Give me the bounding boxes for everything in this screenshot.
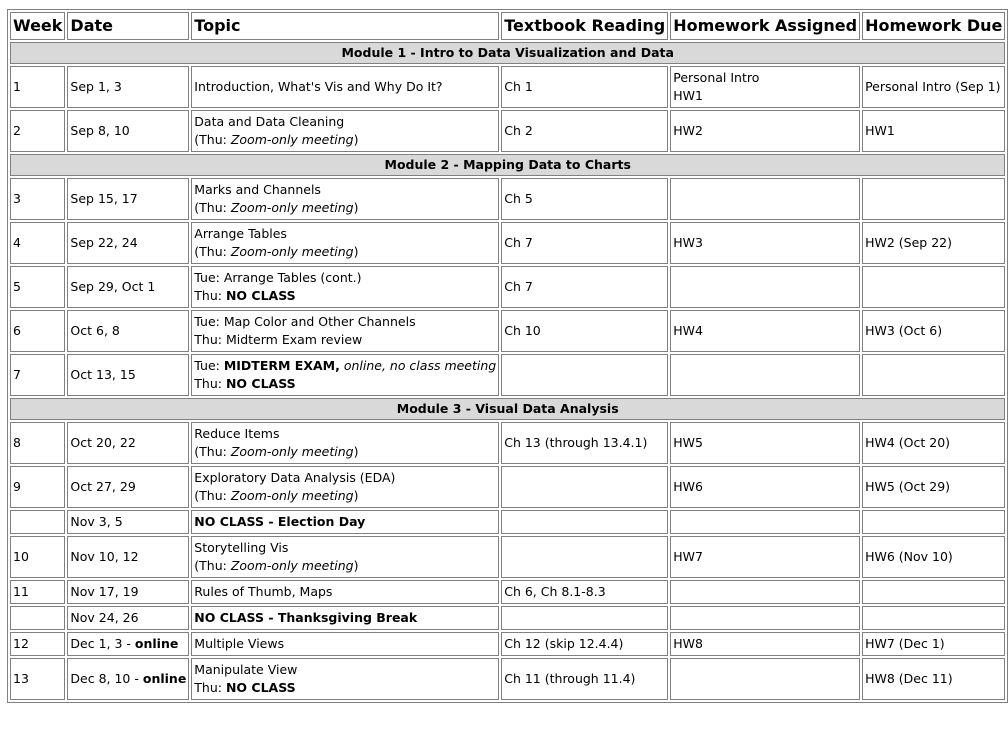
date-cell: Sep 15, 17 [67, 178, 189, 220]
topic-line: Tue: Arrange Tables (cont.) [194, 270, 362, 285]
due-cell: HW4 (Oct 20) [862, 422, 1005, 464]
due-cell [862, 580, 1005, 604]
reading-cell: Ch 6, Ch 8.1-8.3 [501, 580, 668, 604]
assigned-cell: HW8 [670, 632, 860, 656]
header-topic: Topic [191, 12, 499, 40]
header-week: Week [10, 12, 65, 40]
date-cell: Oct 6, 8 [67, 310, 189, 352]
week-cell: 4 [10, 222, 65, 264]
assigned-cell [670, 354, 860, 396]
reading-cell [501, 536, 668, 578]
reading-cell [501, 606, 668, 630]
midterm-note: online, no class meeting [339, 358, 497, 373]
table-row [10, 178, 1005, 220]
zoom-note: Zoom-only meeting [230, 244, 354, 259]
topic-note-suffix: ) [353, 444, 359, 459]
online-label: online [142, 671, 187, 686]
due-cell [862, 354, 1005, 396]
reading-cell [501, 354, 668, 396]
table-row [10, 266, 1005, 308]
due-cell: HW1 [862, 110, 1005, 152]
date-cell: Sep 22, 24 [67, 222, 189, 264]
header-assigned: Homework Assigned [670, 12, 860, 40]
no-class-note: NO CLASS [225, 680, 296, 695]
topic-note-prefix: (Thu: [194, 444, 231, 459]
topic-title: Data and Data Cleaning [194, 114, 345, 129]
week-cell: 10 [10, 536, 65, 578]
topic-title: Marks and Channels [194, 182, 321, 197]
reading-cell: Ch 7 [501, 222, 668, 264]
assigned-cell [670, 510, 860, 534]
date-cell: Nov 17, 19 [67, 580, 189, 604]
header-due: Homework Due [862, 12, 1005, 40]
table-row [10, 422, 1005, 464]
due-cell: HW8 (Dec 11) [862, 658, 1005, 700]
table-row [10, 606, 1005, 630]
topic-line: Tue: Map Color and Other Channels [194, 314, 416, 329]
zoom-note: Zoom-only meeting [230, 132, 354, 147]
assigned-line: Personal Intro [673, 70, 760, 85]
reading-cell: Ch 11 (through 11.4) [501, 658, 668, 700]
table-row [10, 310, 1005, 352]
date-cell: Nov 10, 12 [67, 536, 189, 578]
week-cell: 2 [10, 110, 65, 152]
due-cell: Personal Intro (Sep 1) [862, 66, 1005, 108]
assigned-cell: HW6 [670, 466, 860, 508]
week-cell: 9 [10, 466, 65, 508]
topic-note-suffix: ) [353, 200, 359, 215]
reading-cell [501, 510, 668, 534]
assigned-cell [670, 178, 860, 220]
date-text: Dec 1, 3 - [70, 636, 135, 651]
no-class-note: NO CLASS [225, 376, 296, 391]
topic-cell [191, 354, 499, 396]
due-cell [862, 266, 1005, 308]
topic-cell [191, 310, 499, 352]
week-cell: 3 [10, 178, 65, 220]
topic-note-prefix: Tue: [194, 358, 224, 373]
reading-cell: Ch 7 [501, 266, 668, 308]
table-row [10, 110, 1005, 152]
assigned-line: HW1 [673, 88, 703, 103]
midterm-label: MIDTERM EXAM, [223, 358, 340, 373]
assigned-cell: HW5 [670, 422, 860, 464]
topic-title: Exploratory Data Analysis (EDA) [194, 470, 396, 485]
reading-cell: Ch 1 [501, 66, 668, 108]
due-cell: HW3 (Oct 6) [862, 310, 1005, 352]
due-cell: HW5 (Oct 29) [862, 466, 1005, 508]
topic-note-suffix: ) [353, 244, 359, 259]
reading-cell: Ch 13 (through 13.4.1) [501, 422, 668, 464]
table-row [10, 632, 1005, 656]
header-date: Date [67, 12, 189, 40]
topic-note-prefix: Thu: [194, 288, 226, 303]
topic-cell [191, 178, 499, 220]
topic-cell [191, 266, 499, 308]
topic-title: Storytelling Vis [194, 540, 289, 555]
week-cell [10, 510, 65, 534]
date-cell: Sep 8, 10 [67, 110, 189, 152]
date-text: Dec 8, 10 - [70, 671, 143, 686]
date-cell [67, 658, 189, 700]
week-cell: 5 [10, 266, 65, 308]
date-cell: Sep 1, 3 [67, 66, 189, 108]
assigned-cell: HW3 [670, 222, 860, 264]
table-row [10, 66, 1005, 108]
assigned-cell [670, 658, 860, 700]
table-row [10, 222, 1005, 264]
assigned-cell [670, 266, 860, 308]
date-cell: Oct 20, 22 [67, 422, 189, 464]
week-cell: 13 [10, 658, 65, 700]
header-row [10, 12, 1005, 40]
module-2-title: Module 2 - Mapping Data to Charts [10, 154, 1005, 176]
topic-title: Reduce Items [194, 426, 280, 441]
topic-cell: Multiple Views [191, 632, 499, 656]
no-class-note: NO CLASS [225, 288, 296, 303]
assigned-cell [670, 66, 860, 108]
topic-cell [191, 466, 499, 508]
week-cell: 7 [10, 354, 65, 396]
table-row [10, 536, 1005, 578]
due-cell [862, 178, 1005, 220]
online-label: online [134, 636, 179, 651]
week-cell: 1 [10, 66, 65, 108]
assigned-cell [670, 580, 860, 604]
topic-note-prefix: (Thu: [194, 244, 231, 259]
header-reading: Textbook Reading [501, 12, 668, 40]
topic-note-suffix: ) [353, 558, 359, 573]
assigned-cell: HW7 [670, 536, 860, 578]
topic-title: Arrange Tables [194, 226, 287, 241]
topic-title: Manipulate View [194, 662, 298, 677]
due-cell: HW6 (Nov 10) [862, 536, 1005, 578]
zoom-note: Zoom-only meeting [230, 444, 354, 459]
zoom-note: Zoom-only meeting [230, 488, 354, 503]
reading-cell: Ch 2 [501, 110, 668, 152]
assigned-cell: HW2 [670, 110, 860, 152]
topic-note-suffix: ) [353, 132, 359, 147]
module-1-title: Module 1 - Intro to Data Visualization and Data [10, 42, 1005, 64]
module-3-title: Module 3 - Visual Data Analysis [10, 398, 1005, 420]
date-cell: Oct 27, 29 [67, 466, 189, 508]
topic-note-prefix: (Thu: [194, 132, 231, 147]
date-cell: Sep 29, Oct 1 [67, 266, 189, 308]
topic-cell [191, 222, 499, 264]
reading-cell: Ch 10 [501, 310, 668, 352]
week-cell [10, 606, 65, 630]
table-row [10, 354, 1005, 396]
topic-note-prefix: Thu: [194, 376, 226, 391]
module-row [10, 398, 1005, 420]
due-cell [862, 510, 1005, 534]
assigned-cell: HW4 [670, 310, 860, 352]
date-cell [67, 632, 189, 656]
week-cell: 11 [10, 580, 65, 604]
module-row [10, 154, 1005, 176]
date-cell: Nov 24, 26 [67, 606, 189, 630]
due-cell [862, 606, 1005, 630]
topic-cell [191, 110, 499, 152]
date-cell: Oct 13, 15 [67, 354, 189, 396]
table-row [10, 580, 1005, 604]
topic-cell: Rules of Thumb, Maps [191, 580, 499, 604]
week-cell: 6 [10, 310, 65, 352]
table-row [10, 658, 1005, 700]
week-cell: 8 [10, 422, 65, 464]
course-schedule-table [7, 9, 1008, 703]
topic-cell [191, 422, 499, 464]
topic-cell: NO CLASS - Thanksgiving Break [191, 606, 499, 630]
topic-cell [191, 658, 499, 700]
topic-note-prefix: (Thu: [194, 558, 231, 573]
table-row [10, 466, 1005, 508]
reading-cell: Ch 5 [501, 178, 668, 220]
zoom-note: Zoom-only meeting [230, 200, 354, 215]
assigned-cell [670, 606, 860, 630]
table-row [10, 510, 1005, 534]
due-cell: HW2 (Sep 22) [862, 222, 1005, 264]
topic-cell [191, 536, 499, 578]
due-cell: HW7 (Dec 1) [862, 632, 1005, 656]
week-cell: 12 [10, 632, 65, 656]
module-row [10, 42, 1005, 64]
topic-line: Thu: Midterm Exam review [194, 332, 363, 347]
topic-cell: NO CLASS - Election Day [191, 510, 499, 534]
topic-note-prefix: Thu: [194, 680, 226, 695]
topic-note-prefix: (Thu: [194, 488, 231, 503]
reading-cell [501, 466, 668, 508]
date-cell: Nov 3, 5 [67, 510, 189, 534]
reading-cell: Ch 12 (skip 12.4.4) [501, 632, 668, 656]
topic-note-suffix: ) [353, 488, 359, 503]
topic-note-prefix: (Thu: [194, 200, 231, 215]
topic-cell: Introduction, What's Vis and Why Do It? [191, 66, 499, 108]
zoom-note: Zoom-only meeting [230, 558, 354, 573]
